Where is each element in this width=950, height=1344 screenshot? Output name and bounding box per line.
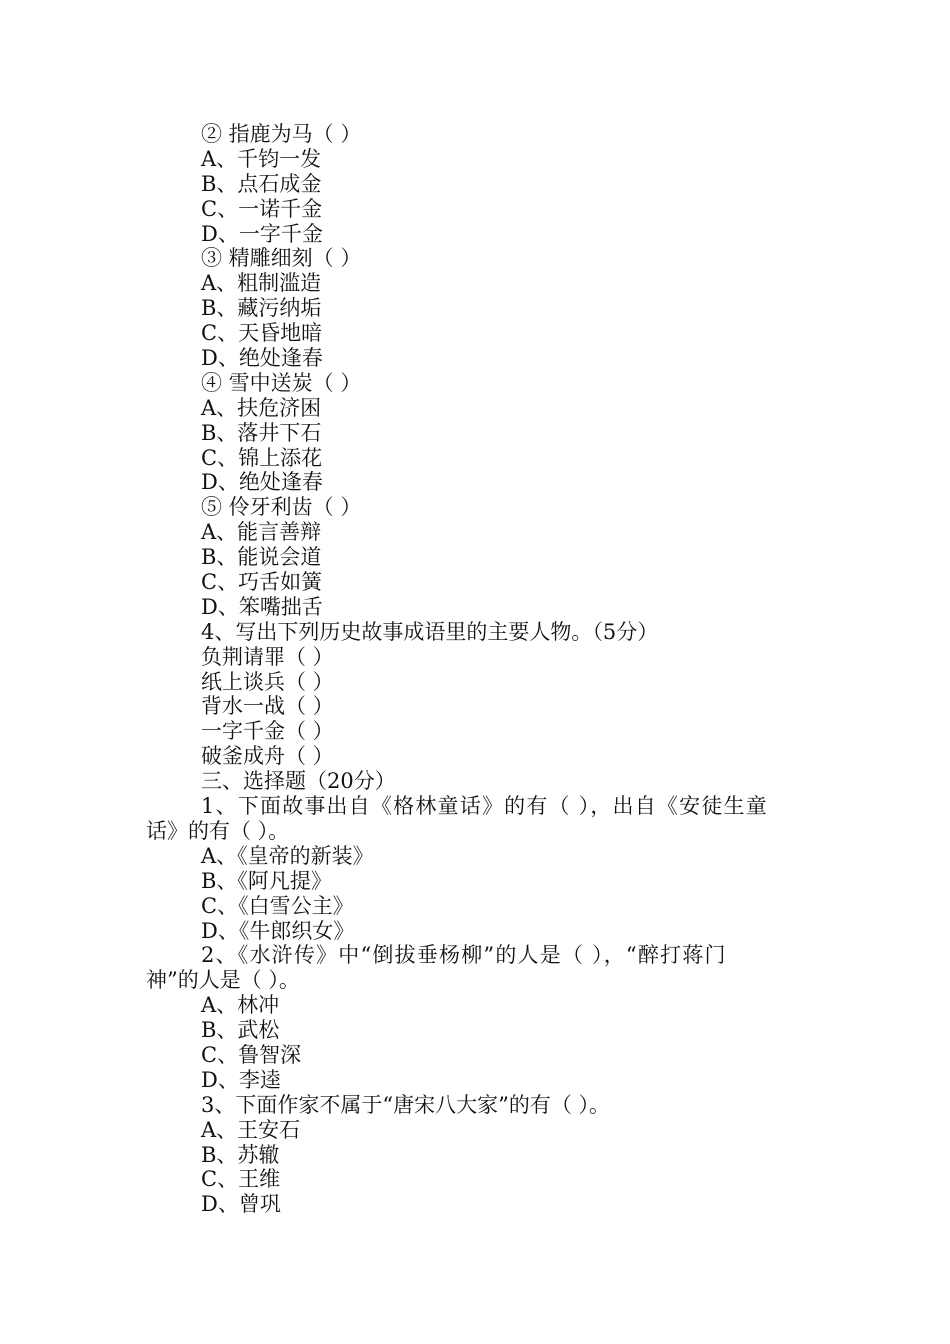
fill-in-item: 负荆请罪（ ） (201, 644, 334, 669)
answer-option: B、能说会道 (201, 545, 322, 570)
answer-option: B、《阿凡提》 (201, 868, 332, 893)
answer-option: A、能言善辩 (201, 520, 322, 545)
question-stem: ⑤ 伶牙利齿（ ） (201, 495, 362, 520)
answer-option: B、点石成金 (201, 171, 322, 196)
question-stem-continued: 话》的有（ ）。 (146, 818, 290, 843)
question-stem-continued: 神”的人是（ ）。 (146, 968, 300, 993)
section-heading: 三、选择题（20分） (201, 769, 396, 794)
answer-option: A、粗制滥造 (201, 271, 322, 296)
answer-option: A、《皇帝的新装》 (201, 843, 374, 868)
fill-in-item: 破釜成舟（ ） (201, 744, 334, 769)
answer-option: D、绝处逢春 (201, 470, 323, 495)
fill-in-item: 纸上谈兵（ ） (201, 669, 334, 694)
answer-option: D、笨嘴拙舌 (201, 594, 323, 619)
question-stem: 3、下面作家不属于“唐宋八大家”的有（ ）。 (201, 1092, 611, 1117)
question-stem: 2、《水浒传》中“倒拔垂杨柳”的人是（ ），“醉打蒋门 (201, 943, 727, 968)
answer-option: C、天昏地暗 (201, 321, 323, 346)
answer-option: C、巧舌如簧 (201, 570, 323, 595)
answer-option: A、千钧一发 (201, 146, 322, 171)
fill-in-item: 一字千金（ ） (201, 719, 334, 744)
answer-option: D、曾巩 (201, 1192, 281, 1217)
answer-option: B、武松 (201, 1018, 280, 1043)
answer-option: D、绝处逢春 (201, 346, 323, 371)
answer-option: A、王安石 (201, 1117, 301, 1142)
answer-option: D、《牛郎织女》 (201, 918, 355, 943)
question-stem: ② 指鹿为马（ ） (201, 122, 362, 146)
answer-option: B、藏污纳垢 (201, 296, 322, 321)
answer-option: C、王维 (201, 1167, 281, 1192)
answer-option: C、一诺千金 (201, 196, 323, 221)
answer-option: D、李逵 (201, 1067, 281, 1092)
question-stem: ③ 精雕细刻（ ） (201, 246, 362, 271)
question-stem: 1、下面故事出自《格林童话》的有（ ），出自《安徒生童 (201, 794, 768, 819)
answer-option: B、落井下石 (201, 420, 322, 445)
answer-option: D、一字千金 (201, 221, 323, 246)
question-stem: ④ 雪中送炭（ ） (201, 370, 362, 395)
answer-option: C、《白雪公主》 (201, 893, 354, 918)
answer-option: A、林冲 (201, 993, 280, 1018)
answer-option: C、鲁智深 (201, 1042, 302, 1067)
answer-option: B、苏辙 (201, 1142, 280, 1167)
question-heading: 4、写出下列历史故事成语里的主要人物。（5分） (201, 619, 659, 644)
answer-option: A、扶危济困 (201, 395, 322, 420)
answer-option: C、锦上添花 (201, 445, 323, 470)
fill-in-item: 背水一战（ ） (201, 694, 334, 719)
